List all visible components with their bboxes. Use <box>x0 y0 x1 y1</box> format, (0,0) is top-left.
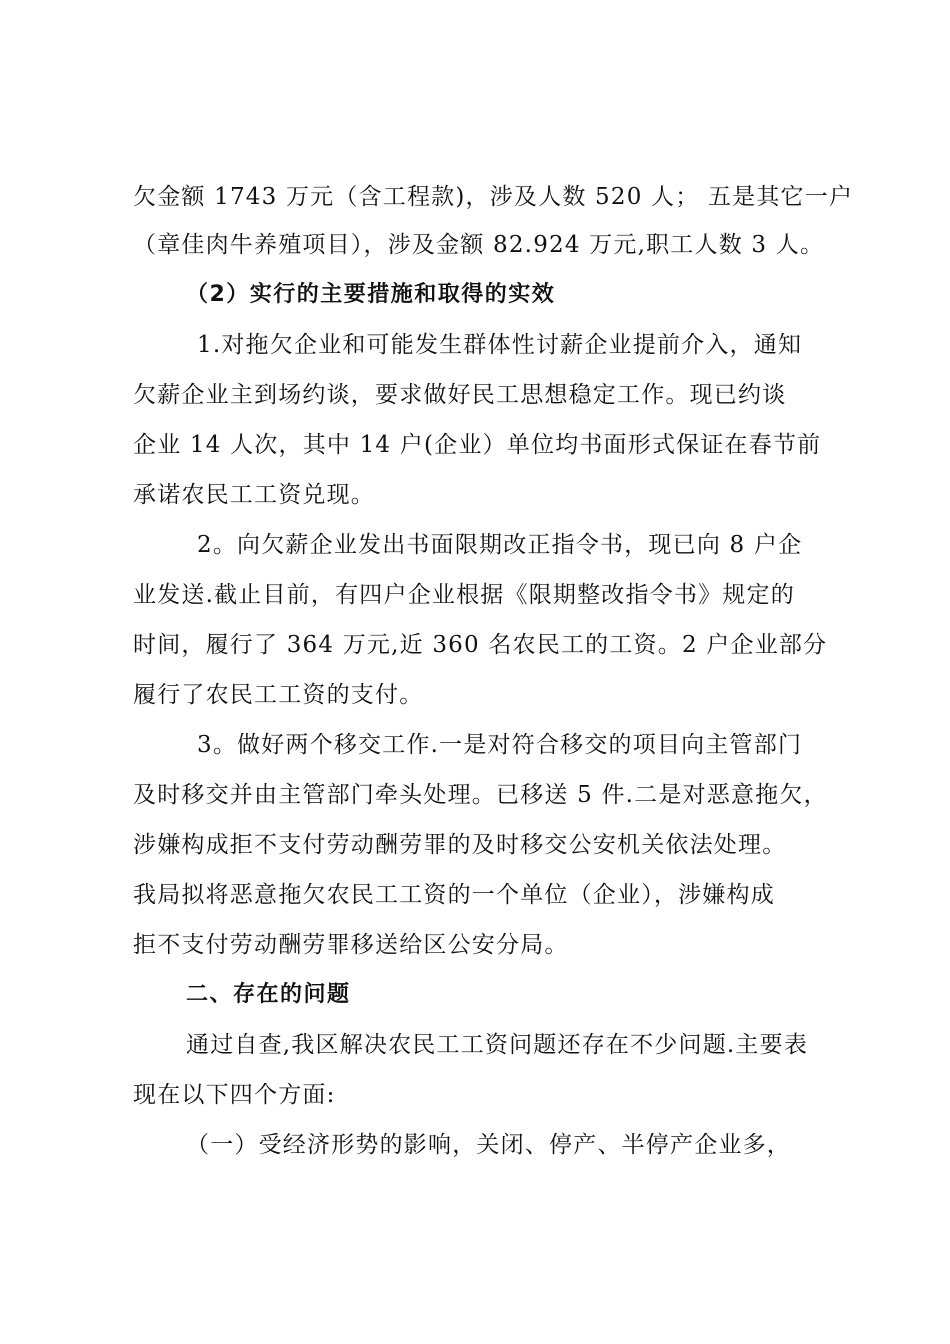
paragraph-line: （章佳肉牛养殖项目），涉及金额 82.924 万元,职工人数 3 人。 <box>133 232 825 258</box>
paragraph-line: 2。向欠薪企业发出书面限期改正指令书，现已向 8 户企 <box>197 532 803 558</box>
paragraph-line: 欠薪企业主到场约谈，要求做好民工思想稳定工作。现已约谈 <box>133 382 787 408</box>
paragraph-line: 承诺农民工工资兑现。 <box>133 482 375 508</box>
paragraph-line: 欠金额 1743 万元（含工程款)，涉及人数 520 人； 五是其它一户 <box>133 184 854 210</box>
paragraph-line: 3。做好两个移交工作.一是对符合移交的项目向主管部门 <box>197 732 803 758</box>
paragraph-line: 1.对拖欠企业和可能发生群体性讨薪企业提前介入，通知 <box>197 332 803 358</box>
paragraph-line: 涉嫌构成拒不支付劳动酬劳罪的及时移交公安机关依法处理。 <box>133 832 787 858</box>
paragraph-line: 及时移交并由主管部门牵头处理。已移送 5 件.二是对恶意拖欠， <box>133 782 828 808</box>
paragraph-line: 现在以下四个方面: <box>133 1082 336 1108</box>
paragraph-line: （一）受经济形势的影响，关闭、停产、半停产企业多， <box>186 1132 791 1158</box>
paragraph-line: 业发送.截止目前，有四户企业根据《限期整改指令书》规定的 <box>133 582 795 608</box>
section-heading: （2）实行的主要措施和取得的实效 <box>186 282 556 307</box>
section-heading: 二、存在的问题 <box>186 982 351 1007</box>
paragraph-line: 履行了农民工工资的支付。 <box>133 682 424 708</box>
paragraph-line: 企业 14 人次，其中 14 户(企业）单位均书面形式保证在春节前 <box>133 432 822 458</box>
paragraph-line: 通过自查,我区解决农民工工资问题还存在不少问题.主要表 <box>186 1032 809 1058</box>
paragraph-line: 时间，履行了 364 万元,近 360 名农民工的工资。2 户企业部分 <box>133 632 828 658</box>
paragraph-line: 我局拟将恶意拖欠农民工工资的一个单位（企业），涉嫌构成 <box>133 882 775 908</box>
paragraph-line: 拒不支付劳动酬劳罪移送给区公安分局。 <box>133 932 569 958</box>
